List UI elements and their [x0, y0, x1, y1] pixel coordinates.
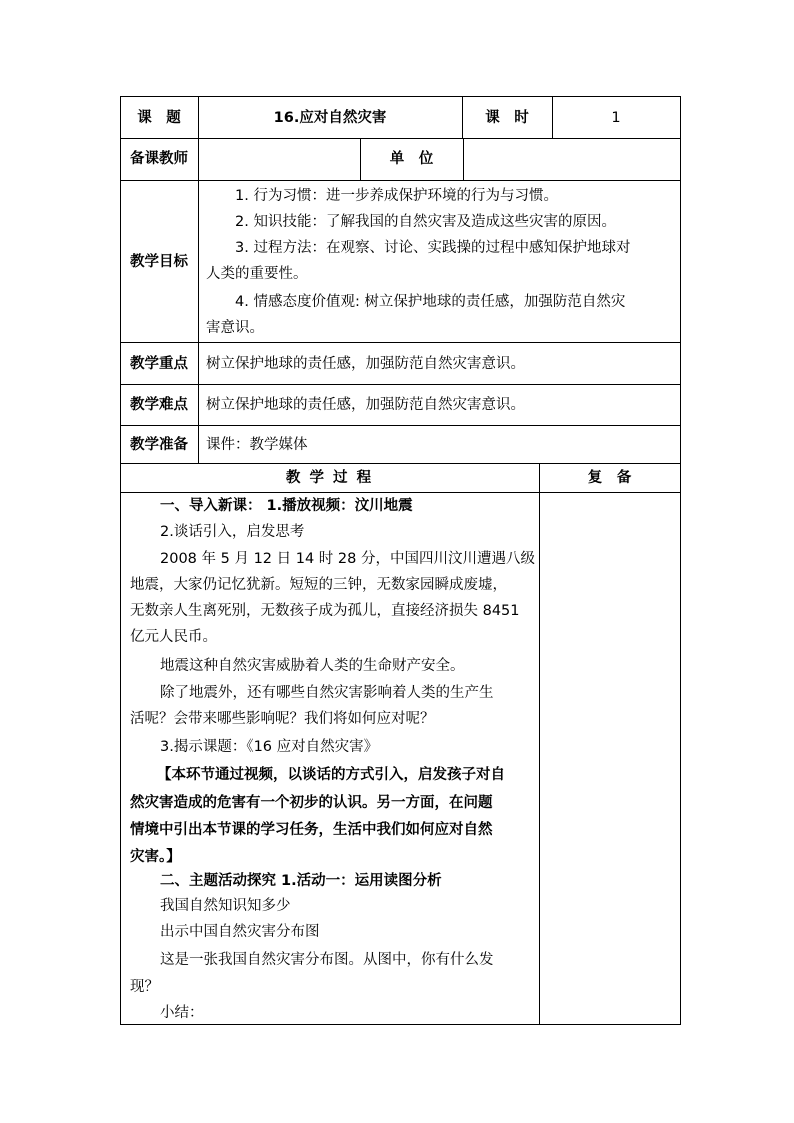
process-line: 活呢？会带来哪些影响呢？我们将如何应对呢？ [130, 711, 435, 727]
goal-line: 4. 情感态度价值观: 树立保护地球的责任感，加强防范自然灾 [235, 294, 626, 310]
difficulty-value: 树立保护地球的责任感，加强防范自然灾害意识。 [206, 397, 525, 413]
process-line: 地震，大家仍记忆犹新。短短的三钟，无数家园瞬成废墟， [130, 577, 507, 593]
table-border-bottom [120, 1024, 681, 1025]
process-header: 教 学 过 程 [285, 470, 374, 486]
unit-label: 单 位 [389, 151, 434, 167]
process-line: 除了地震外，还有哪些自然灾害影响着人类的生产生 [160, 685, 494, 701]
note-line: 情境中引出本节课的学习任务，生活中我们如何应对自然 [130, 821, 493, 838]
goal-line: 害意识。 [206, 320, 264, 336]
period-label: 课 时 [485, 110, 529, 126]
process-line: 一、导入新课： 1.播放视频：汶川地震 [160, 498, 413, 514]
row-divider [120, 425, 681, 426]
goal-line: 1. 行为习惯：进一步养成保护环境的行为与习惯。 [235, 188, 558, 204]
table-border-right [680, 96, 681, 1025]
process-line: 出示中国自然灾害分布图 [160, 924, 320, 940]
goal-line: 2. 知识技能：了解我国的自然灾害及造成这些灾害的原因。 [235, 214, 616, 230]
topic-value: 16.应对自然灾害 [273, 110, 387, 126]
process-line: 我国自然知识知多少 [160, 898, 291, 914]
process-line: 无数亲人生离死别，无数孩子成为孤儿，直接经济损失 8451 [130, 603, 520, 619]
process-line: 二、主题活动探究 1.活动一：运用读图分析 [160, 873, 442, 889]
process-line: 2008 年 5 月 12 日 14 时 28 分，中国四川汶川遭遇八级 [160, 551, 535, 567]
topic-label: 课 题 [137, 110, 181, 126]
key-point-label: 教学重点 [130, 356, 188, 372]
process-line: 地震这种自然灾害威胁着人类的生命财产安全。 [160, 658, 465, 674]
preparation-label: 教学准备 [130, 437, 188, 453]
table-border-top [120, 96, 681, 97]
process-line: 现？ [130, 979, 159, 995]
goal-line: 人类的重要性。 [206, 266, 308, 282]
difficulty-label: 教学难点 [130, 397, 188, 413]
note-line: 【本环节通过视频，以谈话的方式引入，启发孩子对自 [157, 766, 505, 783]
col-divider [463, 138, 464, 180]
process-line: 这是一张我国自然灾害分布图。从图中，你有什么发 [160, 952, 494, 968]
goals-label: 教学目标 [130, 254, 188, 270]
row-divider [120, 342, 681, 343]
period-value: 1 [611, 110, 621, 126]
table-border-left [120, 96, 121, 1025]
review-header: 复 备 [587, 470, 632, 486]
row-divider [120, 384, 681, 385]
col-divider [198, 96, 199, 463]
row-divider [120, 180, 681, 181]
note-line: 灾害。】 [130, 848, 181, 865]
note-line: 然灾害造成的危害有一个初步的认识。另一方面，在问题 [130, 794, 493, 811]
key-point-value: 树立保护地球的责任感，加强防范自然灾害意识。 [206, 356, 525, 372]
process-line: 小结： [160, 1005, 204, 1021]
process-line: 3.揭示课题：《16 应对自然灾害》 [160, 739, 379, 755]
teacher-label: 备课教师 [130, 151, 188, 167]
lesson-plan-table [120, 96, 681, 1025]
row-divider [120, 463, 681, 464]
process-line: 亿元人民币。 [130, 629, 217, 645]
goal-line: 3. 过程方法：在观察、讨论、实践操的过程中感知保护地球对 [235, 240, 631, 256]
col-divider [539, 463, 540, 1025]
preparation-value: 课件：教学媒体 [206, 437, 308, 453]
process-line: 2.谈话引入，启发思考 [160, 524, 305, 540]
row-divider [120, 138, 681, 139]
